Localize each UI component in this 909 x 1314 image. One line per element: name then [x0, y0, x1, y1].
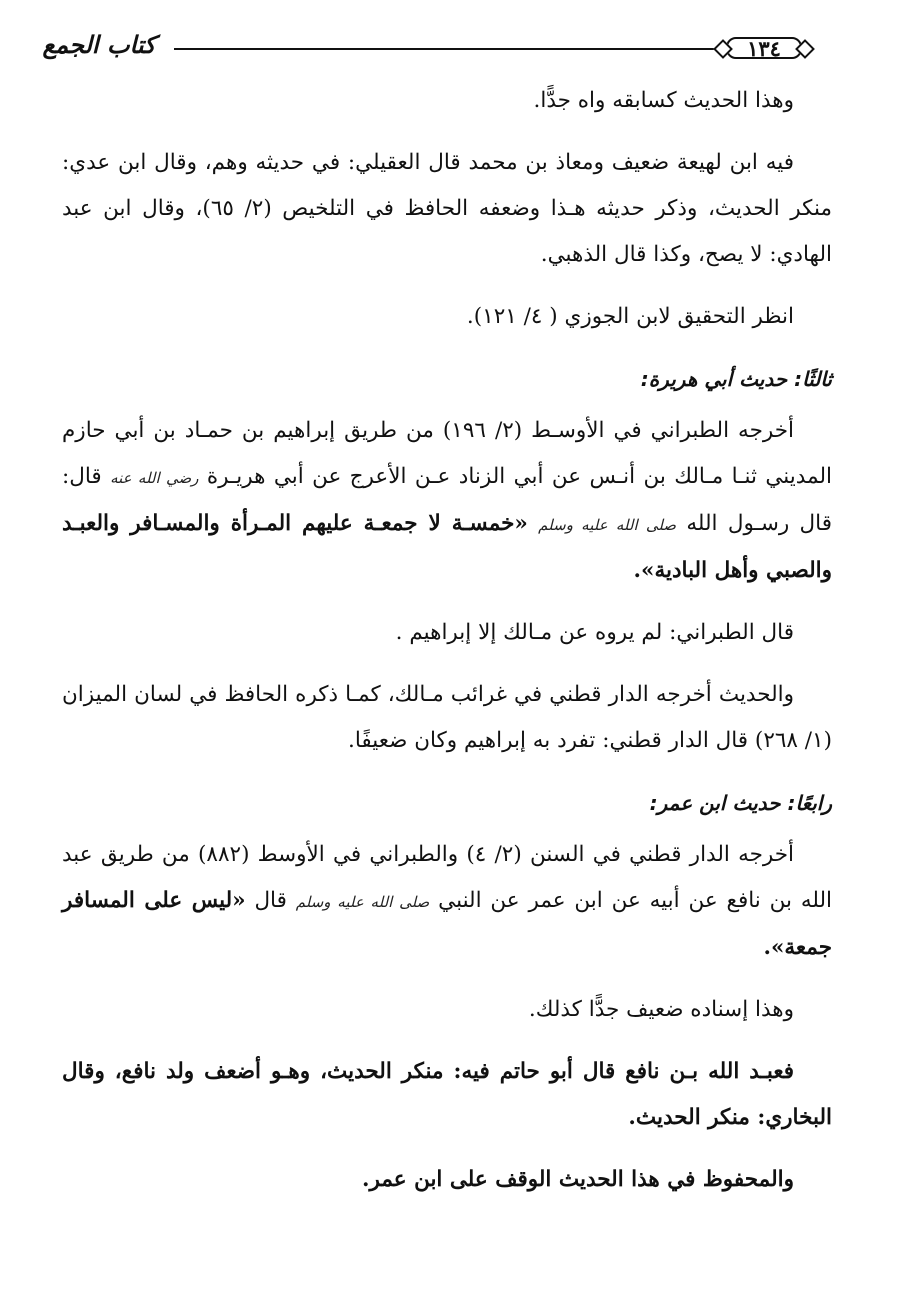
- paragraph: [62, 610, 832, 656]
- hadith-quote: «خمسـة لا جمعـة عليهم المـرأة والمسـافر والعبـد والصبي وأهل البادية».: [62, 511, 832, 583]
- page-body: [62, 78, 832, 1219]
- paragraph-text: أخرجه الطبراني في الأوسـط (٢/ ١٩٦) من طريق إبراهيم بن حمـاد بن أبي حازم المديني ثنـا مـالك بن أنـس عن أبي الزناد عـن الأعرج عن أبي هريـرة: [62, 418, 832, 489]
- paragraph: [62, 832, 832, 971]
- paragraph: [62, 1157, 832, 1203]
- paragraph: [62, 987, 832, 1033]
- paragraph-text: والحديث أخرجه الدار قطني في غرائب مـالك، كمـا ذكره الحافظ في لسان الميزان (١/ ٢٦٨) قال الدار قطني: تفرد به إبراهيم وكان ضعيفًا.: [62, 682, 832, 753]
- honorific-text: رضي الله عنه: [110, 469, 199, 487]
- paragraph: [62, 294, 832, 340]
- paragraph-text: أخرجه الدار قطني في السنن (٢/ ٤) والطبراني في الأوسط (٨٨٢) من طريق عبد الله بن نافع عن أبيه عن ابن عمر عن النبي: [62, 842, 832, 913]
- honorific-text: صلى الله عليه وسلم: [295, 893, 430, 911]
- paragraph: [62, 1049, 832, 1141]
- page-header: [24, 28, 814, 72]
- paragraph: [62, 78, 832, 124]
- honorific-text: صلى الله عليه وسلم: [538, 516, 677, 534]
- paragraph: [62, 140, 832, 278]
- paragraph: [62, 408, 832, 594]
- paragraph-text: وهذا الحديث كسابقه واه جدًّا.: [533, 88, 794, 113]
- paragraph: [62, 672, 832, 764]
- paragraph-text: فعبـد الله بـن نافع قال أبو حاتم فيه: منكر الحديث، وهـو أضعف ولد نافع، وقال البخاري: منكر الحديث.: [62, 1059, 832, 1130]
- running-title: كتاب الجمع: [42, 30, 156, 59]
- page-number: ١٣٤: [747, 35, 781, 61]
- hadith-quote: «ليس على المسافر جمعة».: [62, 888, 832, 960]
- paragraph-text: وهذا إسناده ضعيف جدًّا كذلك.: [528, 997, 794, 1022]
- paragraph-text: والمحفوظ في هذا الحديث الوقف على ابن عمر.: [361, 1167, 794, 1192]
- section-heading: ثالثًا: حديث أبي هريرة:: [640, 367, 832, 391]
- paragraph-text: فيه ابن لهيعة ضعيف ومعاذ بن محمد قال العقيلي: في حديثه وهم، وقال ابن عدي: منكر الحديث، وذكر حديثه هـذا وضعفه الحافظ في التلخيص (٢/ ٦٥)، وقال ابن عبد الهادي: لا يصح، وكذا قال الذهبي.: [62, 150, 832, 267]
- paragraph-text: قال الطبراني: لم يروه عن مـالك إلا إبراهيم .: [395, 620, 794, 645]
- section-heading: رابعًا: حديث ابن عمر:: [649, 791, 832, 815]
- paragraph-text: قال: قال رسـول الله: [62, 464, 832, 536]
- page-number-badge: [714, 34, 814, 62]
- paragraph-text: انظر التحقيق لابن الجوزي ( ٤/ ١٢١).: [466, 304, 794, 329]
- header-rule: [174, 48, 714, 50]
- paragraph-text: قال: [254, 888, 287, 913]
